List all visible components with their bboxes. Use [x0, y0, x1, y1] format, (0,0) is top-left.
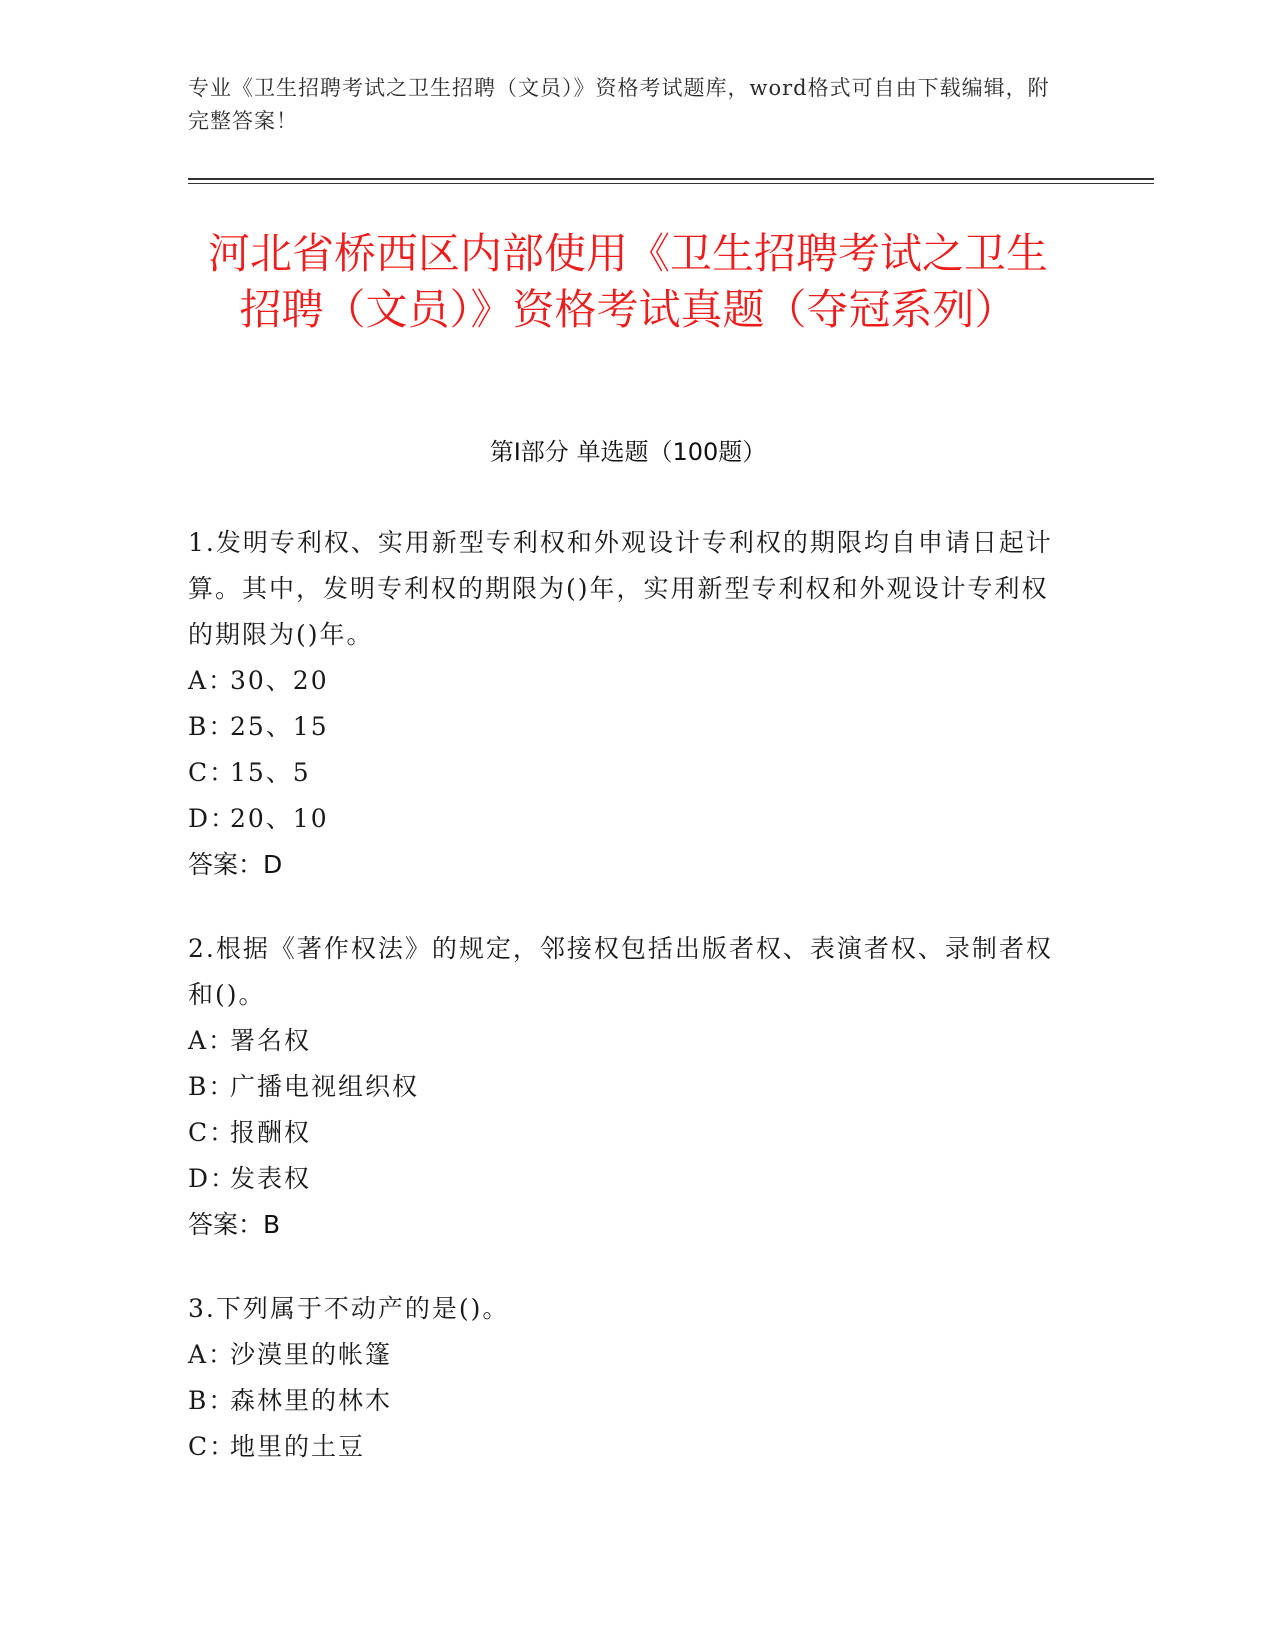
option-key: C： [188, 1432, 237, 1461]
option-c [188, 750, 1058, 796]
question-list [188, 520, 1058, 1508]
header-divider-thick [188, 178, 1154, 180]
option-text: 25、15 [230, 712, 329, 741]
option-a [188, 1018, 1058, 1064]
option-d [188, 1156, 1058, 1202]
option-key: B： [188, 1386, 236, 1415]
option-b [188, 1064, 1058, 1110]
option-b [188, 704, 1058, 750]
document-title: 河北省桥西区内部使用《卫生招聘考试之卫生招聘（文员）》资格考试真题（夺冠系列） [207, 229, 1048, 334]
answer: 答案：D [188, 850, 283, 879]
option-text: 30、20 [230, 666, 329, 695]
header-note: 专业《卫生招聘考试之卫生招聘（文员）》资格考试题库，word格式可自由下载编辑，附完整答案！ [188, 76, 1050, 133]
option-text: 发表权 [230, 1164, 312, 1193]
question-stem: 2.根据《著作权法》的规定，邻接权包括出版者权、表演者权、录制者权和()。 [188, 934, 1053, 1009]
option-key: A： [188, 666, 236, 695]
option-key: A： [188, 1340, 236, 1369]
option-b [188, 1378, 1058, 1424]
answer: 答案：B [188, 1210, 281, 1239]
option-key: B： [188, 712, 236, 741]
option-key: C： [188, 1118, 237, 1147]
section-heading: 第I部分 单选题（100题） [489, 438, 767, 466]
option-text: 广播电视组织权 [230, 1072, 420, 1101]
question-2 [188, 926, 1058, 1248]
option-text: 森林里的林木 [230, 1386, 393, 1415]
option-c [188, 1110, 1058, 1156]
option-key: A： [188, 1026, 236, 1055]
question-1 [188, 520, 1058, 888]
option-key: D： [188, 1164, 238, 1193]
option-key: C： [188, 758, 237, 787]
option-text: 报酬权 [230, 1118, 312, 1147]
option-key: D： [188, 804, 238, 833]
question-stem: 3.下列属于不动产的是()。 [188, 1294, 510, 1323]
option-key: B： [188, 1072, 236, 1101]
option-c [188, 1424, 1058, 1470]
option-text: 沙漠里的帐篷 [230, 1340, 393, 1369]
option-d [188, 796, 1058, 842]
option-a [188, 658, 1058, 704]
question-stem: 1.发明专利权、实用新型专利权和外观设计专利权的期限均自申请日起计算。其中，发明专利权的期限为()年，实用新型专利权和外观设计专利权的期限为()年。 [188, 528, 1053, 649]
question-3 [188, 1286, 1058, 1470]
option-a [188, 1332, 1058, 1378]
option-text: 20、10 [230, 804, 329, 833]
option-text: 地里的土豆 [230, 1432, 366, 1461]
option-text: 15、5 [230, 758, 311, 787]
header-divider-thin [188, 183, 1154, 184]
option-text: 署名权 [230, 1026, 312, 1055]
